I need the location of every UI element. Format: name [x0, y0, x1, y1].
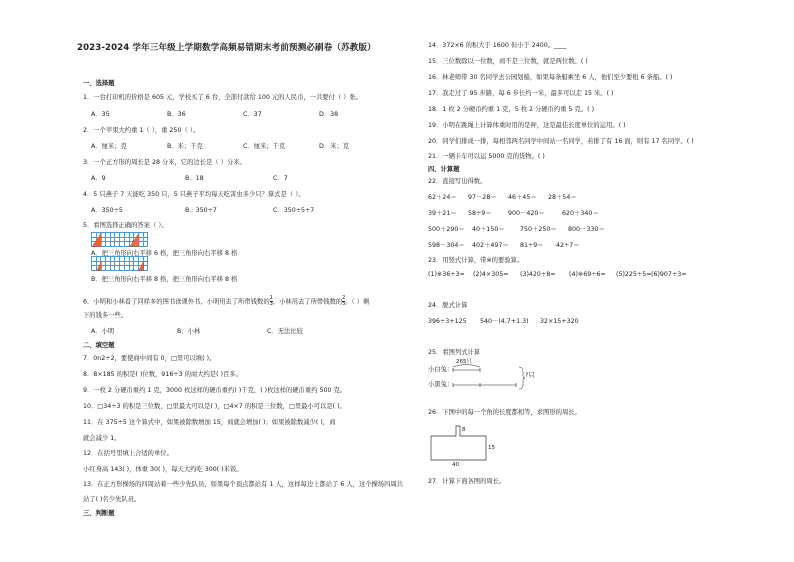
- calc-cell: 598－304＝: [428, 242, 465, 249]
- q5-option-a: A．把三角形向右平移 6 格，把三角形向右平移 8 格: [91, 250, 238, 257]
- question-18: 18．1 枚 2 分硬币约重 1 克，5 枚 2 分硬币约重 5 克。( ): [428, 106, 595, 113]
- q24-item: 396÷3+125: [428, 318, 467, 325]
- question-24: 24．脱式计算: [428, 302, 468, 309]
- q25-black-label: 小黑兔：: [428, 381, 454, 388]
- question-13-line2: 站了( )名少先队员。: [83, 496, 141, 503]
- question-1: 1．一台打印机的价格是 605 元，学校买了 6 台，全部付款给 100 元的人民币，一共要付（ ）张。: [83, 94, 363, 101]
- question-17: 17．我走过了 95 步路，每 6 步长约一米，最多可以走 15 米。( ): [428, 90, 614, 97]
- q4-option-a: A．350÷5: [91, 207, 123, 214]
- q23-item: (5)225÷5=: [616, 271, 652, 278]
- calc-cell: 28＋54＝: [548, 194, 577, 201]
- question-23: 23．用竖式计算，带※的要验算。: [428, 257, 524, 264]
- question-7: 7．0n2÷2，要使商中间有 0，□里可以填( )。: [83, 355, 216, 362]
- calc-cell: 39＋21＝: [428, 210, 457, 217]
- question-19: 19．小明在跳绳上计算体重时用的是秤，这是最佳长度单位的运用。( ): [428, 122, 626, 129]
- triangle-shapes: [91, 256, 149, 272]
- q5-option-b: B．把三角形向右平移 8 格，把三角形向右平移 8 格: [91, 276, 238, 283]
- q25-diagram: [428, 358, 548, 394]
- q6-text-1: 6．小明和小林看了同样多的图书读课外书，小明用去了所带钱数的: [83, 298, 270, 306]
- question-3: 3．一个正方形的周长是 28 分米，它的边长是（ ）分米。: [83, 159, 246, 166]
- q3-option-b: B．18: [185, 175, 204, 182]
- section-choice-heading: 一、选择题: [83, 80, 115, 87]
- question-12-line2: 小红身高 143( )，体重 30( )，每天大约吃 300( )米饭。: [83, 466, 243, 473]
- q6-option-c: C．无法比较: [267, 328, 303, 335]
- q25-question-label: ?只: [525, 372, 535, 379]
- question-4: 4．5 只燕子 7 天能吃 350 只，5 只燕子平均每天吃害虫多少只？算式是（ ）。: [83, 191, 305, 198]
- question-12-line1: 12．在括号里填上合适的单位。: [83, 450, 173, 457]
- q5-grid-figure-2: [91, 256, 149, 272]
- question-16: 16．林老师带 30 名同学去公园划船，如果每条船乘坐 6 人，他们至少要租 6 条船。( ): [428, 74, 673, 81]
- question-9: 9．一枚 2 分硬币重约 1 克，3000 枚这样的硬币重约( )千克，( )枚这样的硬币重约 500 克。: [83, 387, 347, 394]
- q23-item: (6)907÷3=: [651, 271, 687, 278]
- calc-cell: 402＋497＝: [472, 242, 509, 249]
- fraction-numerator: 1: [269, 295, 273, 301]
- q4-option-b: B．350÷7: [185, 207, 217, 214]
- q25-white-label: 小白兔：: [428, 366, 454, 373]
- q2-option-c: C．厘米；千克: [243, 143, 286, 150]
- q2-option-a: A．厘米；克: [91, 143, 127, 150]
- section-calc-heading: 四、计算题: [428, 166, 460, 173]
- q2-option-b: B．米；千克: [167, 143, 203, 150]
- question-13-line1: 13．在正方形操场的四周站着一些少先队员，如果每个顶点都站有 1 人，这样每边上都站了 6 人，这个操场四周共: [83, 481, 403, 488]
- calc-cell: 42÷7＝: [556, 242, 580, 249]
- q3-option-c: C．7: [273, 175, 288, 182]
- q1-option-b: B．36: [167, 111, 186, 118]
- q23-item: (2)4×305=: [473, 271, 509, 278]
- question-22: 22．直接写出得数。: [428, 178, 487, 185]
- question-25: 25．看图列式计算: [428, 349, 481, 356]
- q6-option-b: B．小林: [177, 328, 201, 335]
- question-6-part2: 下的钱多一些。: [83, 312, 128, 319]
- question-21: 21．一辆卡车可以运 5000 克的货物。( ): [428, 153, 545, 160]
- q2-option-d: D．米；克: [319, 143, 350, 150]
- question-5: 5．看图选择正确的答案（ ）。: [83, 222, 168, 229]
- q6-option-a: A．小明: [91, 328, 115, 335]
- triangle-shapes: [91, 232, 149, 248]
- q4-option-c: C．350÷5÷7: [273, 207, 315, 214]
- q25-total-label: 265只: [456, 359, 472, 365]
- calc-cell: 800－330＝: [568, 226, 605, 233]
- calc-cell: 750＋250＝: [520, 226, 557, 233]
- calc-cell: 40＋150＝: [472, 226, 505, 233]
- q26-figure: [428, 424, 518, 470]
- calc-cell: 58÷9＝: [468, 210, 492, 217]
- calc-cell: 900－420＝: [508, 210, 545, 217]
- question-11-line1: 11．在 375÷5 这个算式中，如果被除数增加 15，商就会增加( )；如果被除数减少( )，商: [83, 419, 336, 426]
- q26-polygon: [428, 424, 518, 470]
- calc-cell: 620＋340＝: [562, 210, 599, 217]
- q1-option-d: D．38: [319, 111, 339, 118]
- q6-text-2: ，小林用去了所带钱数的: [272, 298, 343, 306]
- question-2: 2．一个苹果大约重 1（ ），重 250（ ）。: [83, 127, 200, 134]
- question-27: 27．计算下面各图的周长。: [428, 478, 506, 485]
- fraction-numerator: 2: [342, 295, 346, 301]
- question-15: 15．三位数除以一位数，商不是三位数，就是两位数。( ): [428, 58, 588, 65]
- calc-cell: 81÷9＝: [520, 242, 544, 249]
- q26-label-8: 8: [462, 427, 466, 433]
- q6-text-3: 。（ ）剩: [345, 298, 370, 306]
- calc-cell: 46＋45＝: [508, 194, 537, 201]
- question-8: 8．8×185 的积是( )位数，916÷3 的商大约是( )百多。: [83, 371, 242, 378]
- q24-item: 32×15+320: [540, 318, 579, 325]
- calc-cell: 97－28＝: [468, 194, 497, 201]
- fraction-denominator: 3: [269, 301, 273, 307]
- page-title: 2023-2024 学年三年级上学期数学高频易错期末考前预测必刷卷（苏教版）: [77, 43, 376, 53]
- calc-cell: 62＋24＝: [428, 194, 457, 201]
- question-10: 10．□34÷3 的积是三位数，□里最大可以是( )，□4×7 的积是三位数，□里最小可以是( )。: [83, 403, 346, 410]
- q23-item: (4)※69÷6=: [569, 271, 606, 278]
- q25-bar-lines: [428, 358, 548, 394]
- calc-cell: 500＋290＝: [428, 226, 465, 233]
- section-judge-heading: 三、判断题: [83, 510, 115, 517]
- q1-option-c: C．37: [243, 111, 262, 118]
- q26-label-40: 40: [452, 462, 459, 468]
- question-6-part1: [83, 296, 369, 307]
- q23-item: (3)420÷8=: [520, 271, 556, 278]
- q1-option-a: A．35: [91, 111, 110, 118]
- q23-item: (1)※36÷3=: [428, 271, 465, 278]
- section-fill-heading: 二、填空题: [83, 342, 115, 349]
- question-14: 14．372×6 的积大于 1600 但小于 2400。____: [428, 42, 567, 49]
- q26-label-15: 15: [488, 445, 495, 451]
- q24-item: 540－(4.7+1.3): [480, 318, 529, 325]
- q5-grid-figure-1: [91, 232, 149, 248]
- question-11-line2: 就会减少 1。: [83, 435, 121, 442]
- question-20: 20．同学们排成一排，每相邻两名同学中间站一名同学，若排了有 16 面，则有 17 名同学。( ): [428, 138, 694, 145]
- fraction-denominator: 3: [342, 301, 346, 307]
- q3-option-a: A．9: [91, 175, 106, 182]
- question-26: 26．下图中的每一个角的长度都相等，求图形的周长。: [428, 409, 581, 416]
